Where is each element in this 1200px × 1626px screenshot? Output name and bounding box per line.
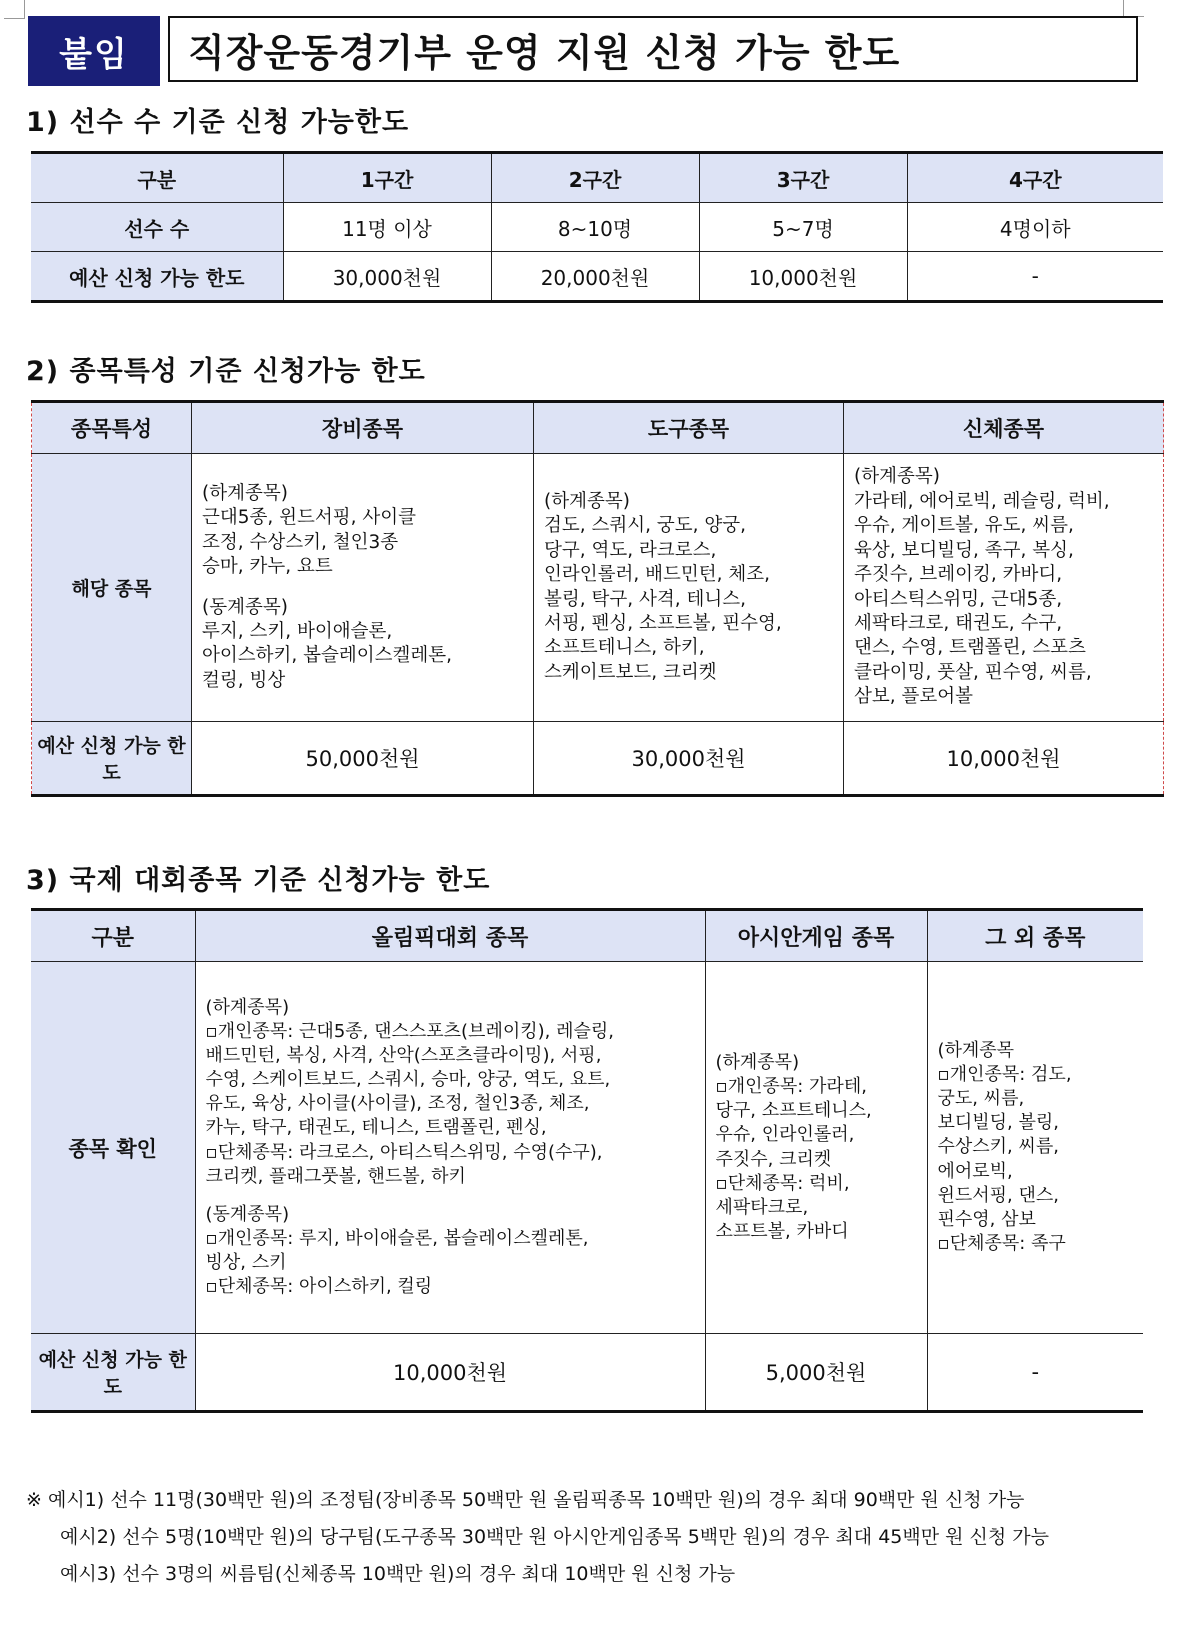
table-row — [31, 252, 1163, 302]
event-group-title: (하계종목 — [937, 1040, 1015, 1061]
event-group-title: (하계종목) — [854, 466, 940, 488]
event-line: 소프트볼, 카바디 — [715, 1220, 849, 1242]
note-line: ※ 예시1) 선수 11명(30백만 원)의 조정팀(장비종목 50백만 원 올림픽종목 10백만 원)의 경우 최대 90백만 원 신청 가능 — [26, 1489, 1025, 1511]
event-line: 유도, 육상, 사이클(사이클), 조정, 철인3종, 체조, — [205, 1093, 590, 1115]
event-line: 루지, 스키, 바이애슬론, — [202, 620, 393, 642]
event-line: 조정, 수상스키, 철인3종 — [202, 531, 399, 553]
table-cell — [844, 454, 1164, 722]
column-header: 4구간 — [907, 153, 1163, 203]
column-header: 장비종목 — [192, 402, 534, 454]
event-line: ▫개인종목: 루지, 바이애슬론, 봅슬레이스켈레톤, — [205, 1227, 589, 1249]
player-count-table — [31, 151, 1163, 303]
event-list — [534, 484, 843, 691]
event-group — [206, 1203, 695, 1299]
event-line: 서핑, 펜싱, 소프트볼, 핀수영, — [544, 612, 782, 634]
column-header: 2구간 — [491, 153, 699, 203]
event-line: 육상, 보디빌딩, 족구, 복싱, — [854, 539, 1074, 561]
event-line: 컬링, 빙상 — [202, 669, 286, 691]
table-cell: 5,000천원 — [705, 1334, 927, 1412]
event-list — [196, 990, 705, 1305]
corner-mark — [4, 0, 25, 19]
event-line: 인라인롤러, 배드민턴, 체조, — [544, 564, 770, 586]
event-group — [716, 1051, 917, 1244]
section1-heading: 1) 선수 수 기준 신청 가능한도 — [26, 107, 410, 138]
event-group — [938, 1039, 1134, 1256]
row-label: 종목 확인 — [31, 962, 195, 1334]
table-row — [32, 722, 1164, 796]
event-line: 카누, 탁구, 태권도, 테니스, 트램폴린, 펜싱, — [205, 1117, 547, 1139]
document-header — [28, 16, 1144, 86]
table-cell — [192, 454, 534, 722]
event-group — [544, 490, 833, 685]
column-header: 올림픽대회 종목 — [195, 910, 705, 962]
column-header: 종목특성 — [32, 402, 192, 454]
table-cell — [534, 454, 844, 722]
event-line: 윈드서핑, 댄스, — [937, 1184, 1059, 1206]
row-label: 예산 신청 가능 한도 — [31, 252, 283, 302]
event-line: 수영, 스케이트보드, 스쿼시, 승마, 양궁, 역도, 요트, — [205, 1069, 611, 1091]
corner-mark — [1123, 0, 1144, 17]
document-title: 직장운동경기부 운영 지원 신청 가능 한도 — [168, 16, 1138, 82]
event-line: ▫단체종목: 아이스하키, 컬링 — [205, 1276, 433, 1298]
table-cell: 30,000천원 — [534, 722, 844, 796]
event-line: 우슈, 게이트볼, 유도, 씨름, — [854, 515, 1074, 537]
event-group — [202, 596, 523, 694]
event-line: 검도, 스쿼시, 궁도, 양궁, — [544, 515, 747, 537]
event-line: 빙상, 스키 — [205, 1251, 287, 1273]
event-line: 댄스, 수영, 트램폴린, 스포츠 — [854, 637, 1086, 659]
section2-heading: 2) 종목특성 기준 신청가능 한도 — [26, 356, 426, 387]
event-line: 소프트테니스, 하키, — [544, 637, 705, 659]
row-label: 예산 신청 가능 한도 — [31, 1334, 195, 1412]
table-row — [31, 1334, 1143, 1412]
table-cell: - — [907, 252, 1163, 302]
event-group-title: (하계종목) — [202, 482, 288, 504]
event-line: 근대5종, 윈드서핑, 사이클 — [202, 507, 417, 529]
table-cell: 10,000천원 — [699, 252, 907, 302]
event-line: 볼링, 탁구, 사격, 테니스, — [544, 588, 747, 610]
event-list — [844, 459, 1163, 715]
event-line: 세팍타크로, — [715, 1196, 809, 1218]
event-line: 삼보, 플로어볼 — [854, 686, 973, 708]
table-row — [31, 962, 1143, 1334]
event-group — [206, 996, 695, 1189]
event-line: 배드민턴, 복싱, 사격, 산악(스포츠클라이밍), 서핑, — [205, 1045, 602, 1067]
column-header: 구분 — [31, 153, 283, 203]
event-group-title: (동계종목) — [205, 1203, 290, 1225]
table-header-row — [31, 153, 1163, 203]
event-line: ▫단체종목: 라크로스, 아티스틱스위밍, 수영(수구), — [205, 1141, 603, 1163]
event-line: ▫단체종목: 족구 — [937, 1232, 1066, 1254]
attachment-badge: 붙임 — [28, 16, 160, 86]
column-header: 1구간 — [283, 153, 491, 203]
note-line: 예시3) 선수 3명의 씨름팀(신체종목 10백만 원)의 경우 최대 10백만 원 신청 가능 — [60, 1563, 736, 1585]
row-label: 선수 수 — [31, 203, 283, 252]
table-cell: 5~7명 — [699, 203, 907, 252]
note-line: 예시2) 선수 5명(10백만 원)의 당구팀(도구종목 30백만 원 아시안게임종목 5백만 원)의 경우 최대 45백만 원 신청 가능 — [60, 1526, 1049, 1548]
column-header: 3구간 — [699, 153, 907, 203]
event-list — [192, 476, 533, 699]
column-header: 그 외 종목 — [927, 910, 1143, 962]
table-header-row — [31, 910, 1143, 962]
international-event-table — [31, 908, 1143, 1413]
event-line: 궁도, 씨름, — [937, 1088, 1025, 1110]
event-line: 가라테, 에어로빅, 레슬링, 럭비, — [854, 490, 1110, 512]
table-cell: 20,000천원 — [491, 252, 699, 302]
event-group — [202, 482, 523, 580]
table-row — [31, 203, 1163, 252]
column-header: 도구종목 — [534, 402, 844, 454]
table-cell: - — [927, 1334, 1143, 1412]
event-line: 스케이트보드, 크리켓 — [544, 661, 717, 683]
event-group-title: (동계종목) — [202, 596, 288, 618]
sport-type-table — [31, 400, 1164, 797]
event-line: ▫단체종목: 럭비, — [715, 1172, 850, 1194]
table-header-row — [32, 402, 1164, 454]
event-line: 세팍타크로, 태권도, 수구, — [854, 612, 1063, 634]
event-line: 크리켓, 플래그풋볼, 핸드볼, 하키 — [205, 1165, 466, 1187]
event-line: ▫개인종목: 근대5종, 댄스스포츠(브레이킹), 레슬링, — [205, 1020, 614, 1042]
event-line: 주짓수, 크리켓 — [715, 1148, 832, 1170]
table-cell: 50,000천원 — [192, 722, 534, 796]
event-list — [706, 1045, 927, 1250]
event-group — [854, 465, 1153, 709]
table-cell: 30,000천원 — [283, 252, 491, 302]
event-line: ▫개인종목: 가라테, — [715, 1076, 867, 1098]
event-line: ▫개인종목: 검도, — [937, 1064, 1072, 1086]
event-line: 수상스키, 씨름, — [937, 1136, 1059, 1158]
event-group-title: (하계종목) — [544, 490, 630, 512]
row-label: 해당 종목 — [32, 454, 192, 722]
event-line: 아티스틱스위밍, 근대5종, — [854, 588, 1063, 610]
section3-heading: 3) 국제 대회종목 기준 신청가능 한도 — [26, 865, 491, 896]
table-cell — [927, 962, 1143, 1334]
event-list — [928, 1033, 1144, 1262]
event-line: 당구, 역도, 라크로스, — [544, 539, 717, 561]
event-group-title: (하계종목) — [205, 996, 290, 1018]
table-row — [32, 454, 1164, 722]
table-cell: 10,000천원 — [195, 1334, 705, 1412]
column-header: 아시안게임 종목 — [705, 910, 927, 962]
example-notes — [26, 1482, 1049, 1593]
event-line: 클라이밍, 풋살, 핀수영, 씨름, — [854, 661, 1092, 683]
column-header: 구분 — [31, 910, 195, 962]
event-line: 아이스하키, 봅슬레이스켈레톤, — [202, 645, 452, 667]
event-line: 당구, 소프트테니스, — [715, 1100, 872, 1122]
event-line: 우슈, 인라인롤러, — [715, 1124, 855, 1146]
event-line: 주짓수, 브레이킹, 카바디, — [854, 564, 1063, 586]
table-cell: 11명 이상 — [283, 203, 491, 252]
event-line: 핀수영, 삼보 — [937, 1208, 1036, 1230]
row-label: 예산 신청 가능 한도 — [32, 722, 192, 796]
event-line: 보디빌딩, 볼링, — [937, 1112, 1059, 1134]
table-cell — [195, 962, 705, 1334]
table-cell: 10,000천원 — [844, 722, 1164, 796]
table-cell: 4명이하 — [907, 203, 1163, 252]
column-header: 신체종목 — [844, 402, 1164, 454]
event-line: 승마, 카누, 요트 — [202, 556, 333, 578]
table-cell: 8~10명 — [491, 203, 699, 252]
event-line: 에어로빅, — [937, 1160, 1013, 1182]
event-group-title: (하계종목) — [715, 1052, 800, 1074]
table-cell — [705, 962, 927, 1334]
